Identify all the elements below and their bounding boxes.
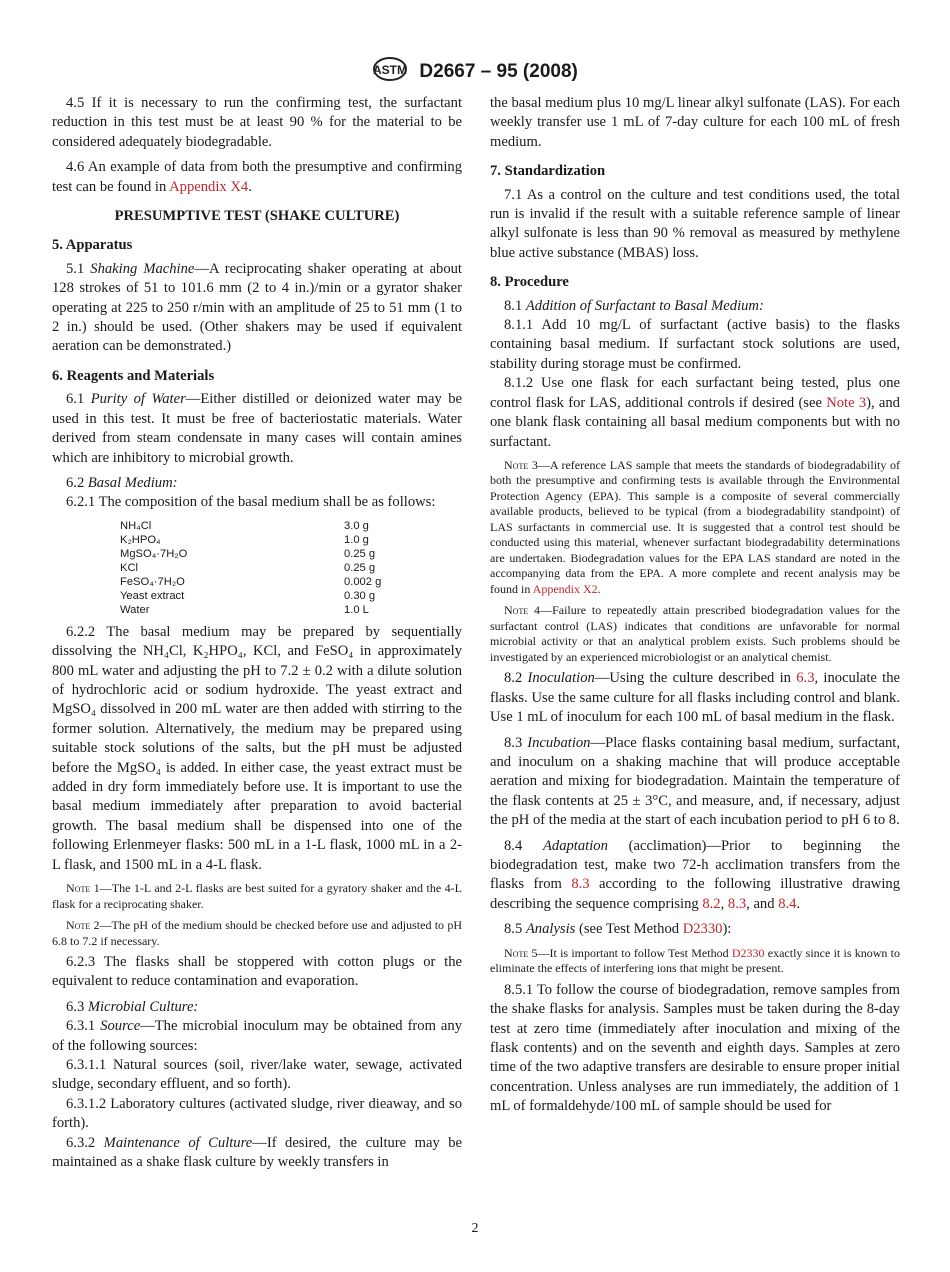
- paragraph: [490, 186, 900, 264]
- text-run: 6.3.1: [66, 1018, 101, 1035]
- text-run: —A reciprocating shaker operating at about 128 strokes of 51 to 101.6 mm (2 to 4 in.)/min or a gyrator shaker operating at 225 to 250 r/min with an amplitude of 25 to 51 mm (1 to 2 in.) should be used. (Other shakers may be used if equivalent aeration can be demonstrated.): [52, 260, 462, 355]
- italic-term: Inoculation: [527, 670, 595, 687]
- text-run: 6.2: [66, 474, 88, 491]
- italic-term: Basal Medium:: [87, 474, 178, 491]
- italic-term: Addition of Surfactant to Basal Medium:: [525, 297, 764, 314]
- component-cell: KCl: [120, 561, 139, 574]
- paragraph: [490, 316, 900, 374]
- paragraph: [52, 390, 462, 468]
- amount-cell: 1.0 L: [344, 603, 369, 616]
- paragraph: [490, 837, 900, 915]
- section-heading: 5. Apparatus: [52, 237, 133, 254]
- text-run: 6.2.3 The flasks shall be stoppered with cotton plugs or the equivalent to reduce contamination and evaporation.: [52, 954, 462, 990]
- text-run: —It is important to follow Test Method: [537, 945, 732, 960]
- amount-cell: 0.002 g: [344, 575, 382, 588]
- cross-reference-link[interactable]: 8.4: [778, 895, 797, 912]
- text-run: 8.5: [504, 921, 526, 938]
- paragraph: [52, 94, 462, 152]
- text-run: 8.5.1 To follow the course of biodegradation, remove samples from the shake flasks for analysis. Samples must be taken during the 8-day test at zero time (immediately after inoculation and mixing of the flask contents) and on the seventh and eighth days. Samples at zero time of the two adaptive transfers are desirable to ensure proper initial concentration. Unless analyses are run immediately, the addition of 1 mL of formaldehyde/100 mL of sample should be used for: [490, 981, 900, 1115]
- component-cell: MgSO₄·7H₂O: [120, 547, 188, 560]
- text-run: ), and one blank flask containing all basal medium components but with no surfactant.: [490, 394, 900, 450]
- amount-cell: 0.25 g: [344, 547, 376, 560]
- paragraph: [52, 474, 462, 493]
- text-run: .: [597, 581, 601, 596]
- table-row: [120, 547, 381, 561]
- component-cell: FeSO₄·7H₂O: [120, 575, 185, 588]
- text-run: 6.2.2 The basal medium may be prepared by sequentially dissolving the NH₄Cl, K₂HPO₄, KCl, and FeSO₄ in approximately 800 mL water and adjusting the pH to 7.2 ± 0.2 with a dilute solution of hydrochloric acid or sodium hydroxide. The yeast extract and MgSO₄ dissolved in 200 mL water are then added with stirring to the former solution. Alternatively, the medium may be prepared using suitable stock solutions of the salts, but the pH must be adjusted before the MgSO₄ is added. In either case, the yeast extract must be added in dry form immediately before use. It is important to use the basal medium immediately after preparation to avoid bacterial growth. The basal medium shall be dispensed into one of the following Erlenmeyer flasks: 500 mL in a 1-L flask, 1000 mL in a 2-L flask, and 1500 mL in a 4-L flask.: [52, 623, 462, 873]
- note: [490, 946, 900, 977]
- note: [52, 918, 462, 949]
- note: [490, 603, 900, 665]
- paragraph: [490, 734, 900, 831]
- section-heading: 8. Procedure: [490, 274, 569, 291]
- centered-heading: PRESUMPTIVE TEST (SHAKE CULTURE): [114, 208, 400, 225]
- italic-term: Source: [100, 1018, 141, 1035]
- page-header: [0, 56, 950, 88]
- right-column: [490, 94, 900, 1123]
- basal-medium-table: [120, 519, 381, 617]
- text-run: 4.5 If it is necessary to run the confirming test, the surfactant reduction in this test must be at least 90 % for the material to be considered adequately biodegradable.: [52, 95, 462, 150]
- text-run: .: [248, 178, 252, 195]
- paragraph: [490, 94, 900, 152]
- text-run: —The 1-L and 2-L flasks are best suited for a gyratory shaker and the 4-L flask for a reciprocating shaker.: [52, 881, 463, 911]
- designation: D2667 – 95 (2008): [419, 61, 578, 83]
- text-run: ):: [722, 921, 732, 938]
- text-run: 7.1 As a control on the culture and test conditions used, the total run is invalid if the result with a suitable reference sample of linear alkyl sulfonate is less than 90 % removal as measured by methylene blue active substance (MBAS) loss.: [490, 186, 900, 261]
- cross-reference-link[interactable]: Appendix X4: [169, 178, 249, 195]
- cross-reference-link[interactable]: 8.3: [727, 895, 747, 912]
- italic-term: Microbial Culture:: [87, 998, 199, 1015]
- paragraph: [52, 953, 462, 992]
- table-row: [120, 603, 381, 617]
- text-run: 8.2: [504, 670, 528, 687]
- text-run: —The microbial inoculum may be obtained from any of the following sources:: [52, 1018, 462, 1054]
- text-run: 6.3.1.1 Natural sources (soil, river/lake water, sewage, activated sludge, secondary effluent, and so forth).: [52, 1057, 462, 1093]
- amount-cell: 0.30 g: [344, 589, 376, 602]
- left-column: [52, 94, 462, 1172]
- text-run: , and: [746, 895, 779, 912]
- paragraph: [52, 1017, 462, 1056]
- amount-cell: 3.0 g: [344, 519, 369, 532]
- svg-text:ASTM: ASTM: [373, 63, 408, 77]
- text-run: —Using the culture described in: [594, 670, 797, 687]
- component-cell: NH₄Cl: [120, 519, 152, 532]
- text-run: 8.1.2 Use one flask for each surfactant being tested, plus one control flask for LAS, additional controls if desired (see: [490, 375, 900, 411]
- note: [52, 881, 462, 912]
- italic-term: Adaptation: [543, 837, 608, 854]
- note-label: Note 3: [504, 457, 538, 472]
- cross-reference-link[interactable]: 6.3: [796, 670, 815, 687]
- paragraph: [52, 260, 462, 357]
- amount-cell: 1.0 g: [344, 533, 369, 546]
- paragraph: [52, 158, 462, 197]
- paragraph: [52, 1134, 462, 1173]
- text-run: —Place flasks containing basal medium, surfactant, and inoculum on a shaking machine that will produce acceptable aeration and mixing for biodegradation. Maintain the temperature of the flask contents at 25 ± 3°C, and measure, and, if necessary, adjust the pH of the media at the start of each incubation period to pH 6 to 8.: [490, 734, 900, 829]
- text-run: 6.1: [66, 391, 91, 408]
- section-heading: 7. Standardization: [490, 163, 606, 180]
- paragraph: [52, 493, 462, 512]
- text-run: (acclimation)—Prior to beginning the biodegradation test, make two 72-h acclimation transfers from the flasks from: [490, 837, 901, 893]
- paragraph: [52, 1095, 462, 1134]
- text-run: .: [796, 895, 801, 912]
- note-label: Note 5: [504, 945, 538, 960]
- text-run: according to the following illustrative drawing describing the sequence comprising: [490, 876, 900, 912]
- text-run: —A reference LAS sample that meets the standards of biodegradability of both the presumptive and confirming tests is available through the Environmental Protection Agency (EPA). This sample is a composite of several commercially available products, believed to be typical (from a biodegradability standpoint) of LAS surfactants in commercial use. It is suggested that a control test should be conducted using this material, whenever surfactant biodegradability determinations are undertaken. Biodegradation values for the EPA LAS standard are noted in the accompanying data from the EPA. A more complete and recent analysis may be found in: [490, 457, 900, 596]
- cross-reference-link[interactable]: 8.2: [702, 895, 721, 912]
- text-run: 6.3.2: [66, 1134, 104, 1151]
- text-run: —If desired, the culture may be maintained as a shake flask culture by weekly transfers in: [52, 1134, 462, 1171]
- text-run: 6.3.1.2 Laboratory cultures (activated sludge, river dieaway, and so forth).: [52, 1095, 462, 1132]
- note-label: Note 1: [66, 881, 100, 895]
- italic-term: Analysis: [525, 921, 576, 938]
- cross-reference-link[interactable]: 8.3: [571, 876, 590, 893]
- text-run: —Either distilled or deionized water may be used in this test. It must be free of bacteriostatic materials. Water derived from steam condensate in many cases will contain amines which are inhibitory to microbial growth.: [52, 391, 462, 466]
- paragraph: [490, 374, 900, 452]
- paragraph: [490, 981, 900, 1117]
- text-run: exactly since it is known to eliminate the effects of interfering ions that might be present.: [490, 945, 901, 976]
- text-run: 8.1.1 Add 10 mg/L of surfactant (active basis) to the flasks containing basal medium. If surfactant stock solutions are used, stability during storage must be confirmed.: [490, 317, 900, 372]
- italic-term: Incubation: [527, 734, 591, 751]
- paragraph: [490, 920, 900, 939]
- italic-term: Maintenance of Culture: [103, 1134, 253, 1151]
- italic-term: Purity of Water: [90, 391, 186, 408]
- component-cell: K₂HPO₄: [120, 533, 161, 546]
- cross-reference-link[interactable]: D2330: [731, 945, 765, 960]
- table-row: [120, 533, 381, 547]
- section-heading: 6. Reagents and Materials: [52, 367, 215, 384]
- cross-reference-link[interactable]: Note 3: [826, 394, 867, 411]
- note-label: Note 4: [504, 603, 541, 618]
- table-row: [120, 561, 381, 575]
- text-run: the basal medium plus 10 mg/L linear alkyl sulfonate (LAS). For each weekly transfer use 1 mL of 7-day culture for each 100 mL of fresh medium.: [490, 95, 900, 150]
- note-label: Note 2: [66, 918, 100, 932]
- cross-reference-link[interactable]: D2330: [682, 921, 723, 938]
- cross-reference-link[interactable]: Appendix X2: [532, 581, 598, 596]
- paragraph: [52, 998, 462, 1017]
- text-run: 8.4: [504, 837, 543, 854]
- italic-term: Shaking Machine: [90, 260, 195, 277]
- text-run: 8.1: [504, 297, 526, 314]
- component-cell: Yeast extract: [120, 589, 185, 602]
- text-run: ,: [720, 895, 728, 912]
- amount-cell: 0.25 g: [344, 561, 376, 574]
- text-run: 5.1: [66, 260, 91, 277]
- text-run: (see Test Method: [575, 921, 683, 938]
- paragraph: [490, 297, 900, 316]
- text-run: 8.3: [504, 734, 528, 751]
- astm-logo-icon: [372, 56, 408, 88]
- table-row: [120, 589, 381, 603]
- page-number: 2: [471, 1221, 479, 1236]
- note: [490, 458, 900, 598]
- text-run: , inoculate the flasks. Use the same culture for all flasks including control and blank. Use 1 mL of inoculum for each 100 mL of basal medium in the flask.: [490, 670, 901, 726]
- text-run: —The pH of the medium should be checked before use and adjusted to pH 6.8 to 7.2 if necessary.: [52, 918, 462, 948]
- paragraph: [52, 1056, 462, 1095]
- table-row: [120, 519, 381, 533]
- text-run: 6.2.1 The composition of the basal medium shall be as follows:: [66, 494, 436, 511]
- paragraph: [52, 623, 462, 875]
- component-cell: Water: [120, 603, 150, 616]
- text-run: —Failure to repeatedly attain prescribed biodegradation values for the surfactant control (LAS) indicates that conditions are unfavorable for normal microbial activity or that an analytical problem exists. Such problems should be investigated by an experienced microbiologist or an analytical chemist.: [490, 603, 900, 664]
- paragraph: [490, 669, 900, 727]
- text-run: 6.3: [66, 998, 88, 1015]
- text-run: 4.6 An example of data from both the presumptive and confirming test can be found in: [52, 159, 462, 195]
- table-row: [120, 575, 381, 589]
